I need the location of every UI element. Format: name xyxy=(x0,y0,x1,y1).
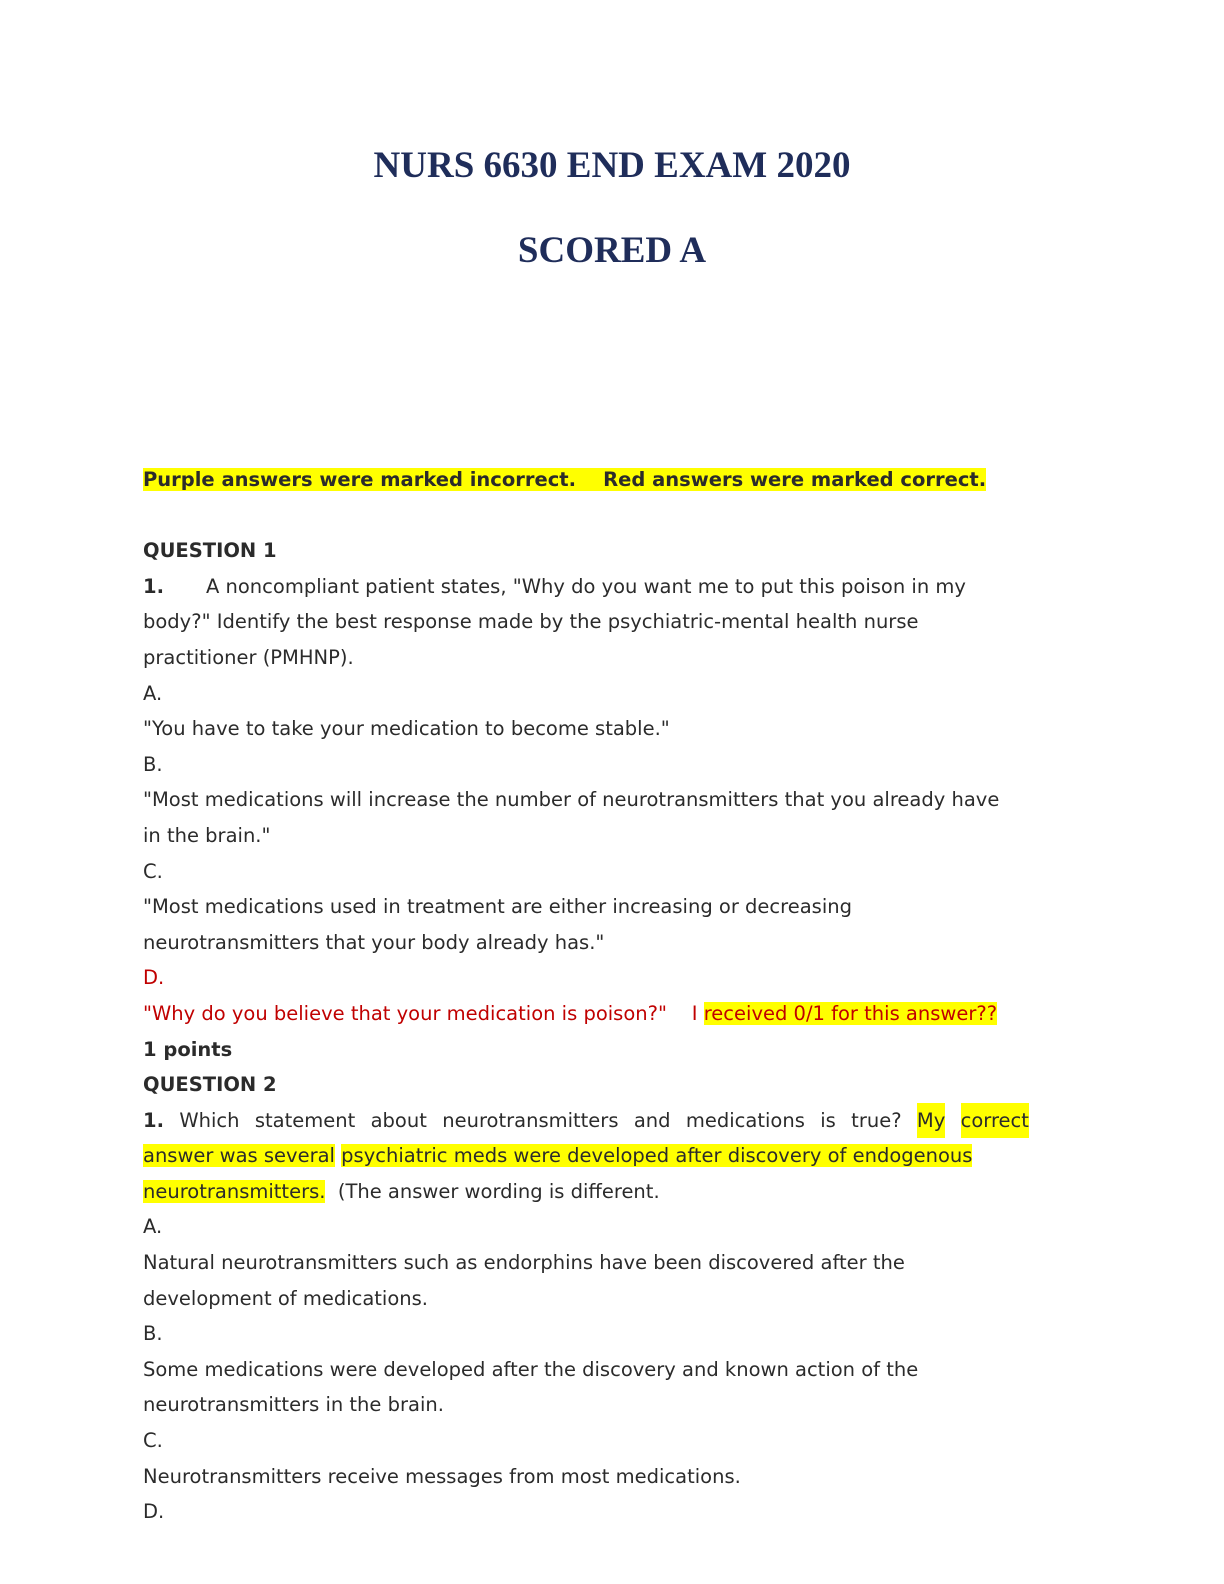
question-1-header: QUESTION 1 xyxy=(143,539,277,563)
option-text-c: neurotransmitters that your body already has." xyxy=(143,930,605,954)
legend-correct: Red answers were marked correct. xyxy=(603,468,987,491)
option-text-b: "Most medications will increase the number of neurotransmitters that you already have xyxy=(143,788,1000,812)
option-text-d: "Why do you believe that your medication is poison?" xyxy=(143,1001,667,1025)
question-1-stem-line: practitioner (PMHNP). xyxy=(143,645,354,669)
option-label-b: B. xyxy=(143,1322,163,1346)
question-2-stem-line xyxy=(143,1103,1029,1139)
question-1-number: 1. xyxy=(143,574,164,598)
option-label-a: A. xyxy=(143,681,163,705)
stem-word: and xyxy=(633,1108,671,1132)
option-label-d: D. xyxy=(143,966,165,990)
option-text-d-line xyxy=(143,996,1055,1032)
question-1-points: 1 points xyxy=(143,1037,233,1061)
option-text-b: neurotransmitters in the brain. xyxy=(143,1393,444,1417)
option-label-c: C. xyxy=(143,859,163,883)
stem-word: true? xyxy=(851,1108,902,1132)
note-text: neurotransmitters. xyxy=(143,1179,326,1203)
note-word: correct xyxy=(961,1103,1029,1139)
answer-comment: received 0/1 for this answer?? xyxy=(703,1001,998,1025)
option-label-d: D. xyxy=(143,1500,165,1524)
answer-comment-prefix: I xyxy=(691,1001,698,1025)
legend-incorrect: Purple answers were marked incorrect. xyxy=(143,468,576,491)
stem-word: statement xyxy=(254,1108,356,1132)
stem-word: about xyxy=(370,1108,427,1132)
note-text: psychiatric meds were developed after discovery of endogenous xyxy=(341,1144,973,1168)
stem-word: medications xyxy=(685,1108,805,1132)
document-title: NURS 6630 END EXAM 2020 xyxy=(373,145,851,186)
note-word: My xyxy=(917,1103,945,1139)
stem-word: neurotransmitters xyxy=(442,1108,619,1132)
question-1-stem: A noncompliant patient states, "Why do you want me to put this poison in my xyxy=(205,574,966,598)
question-2-note-line xyxy=(143,1138,1055,1174)
note-after: (The answer wording is different. xyxy=(337,1179,660,1203)
stem-word: Which xyxy=(179,1108,240,1132)
stem-word: is xyxy=(820,1108,836,1132)
option-text-c: Neurotransmitters receive messages from most medications. xyxy=(143,1464,741,1488)
legend-line xyxy=(143,462,1055,498)
question-2-note-line xyxy=(143,1174,1055,1210)
document-body xyxy=(143,462,1055,1530)
option-text-a: development of medications. xyxy=(143,1286,428,1310)
document-subtitle: SCORED A xyxy=(517,230,707,271)
option-label-c: C. xyxy=(143,1429,163,1453)
option-text-c: "Most medications used in treatment are either increasing or decreasing xyxy=(143,895,852,919)
question-2-header: QUESTION 2 xyxy=(143,1073,277,1097)
option-text-a: "You have to take your medication to become stable." xyxy=(143,717,670,741)
question-1-stem-line: body?" Identify the best response made by the psychiatric-mental health nurse xyxy=(143,610,919,634)
option-text-a: Natural neurotransmitters such as endorphins have been discovered after the xyxy=(143,1251,905,1275)
question-2-number: 1. xyxy=(143,1108,164,1132)
note-text: answer was several xyxy=(143,1144,335,1168)
question-1-stem-line xyxy=(143,569,1055,605)
option-text-b: in the brain." xyxy=(143,823,271,847)
option-label-b: B. xyxy=(143,752,163,776)
option-text-b: Some medications were developed after the discovery and known action of the xyxy=(143,1357,919,1381)
option-label-a: A. xyxy=(143,1215,163,1239)
